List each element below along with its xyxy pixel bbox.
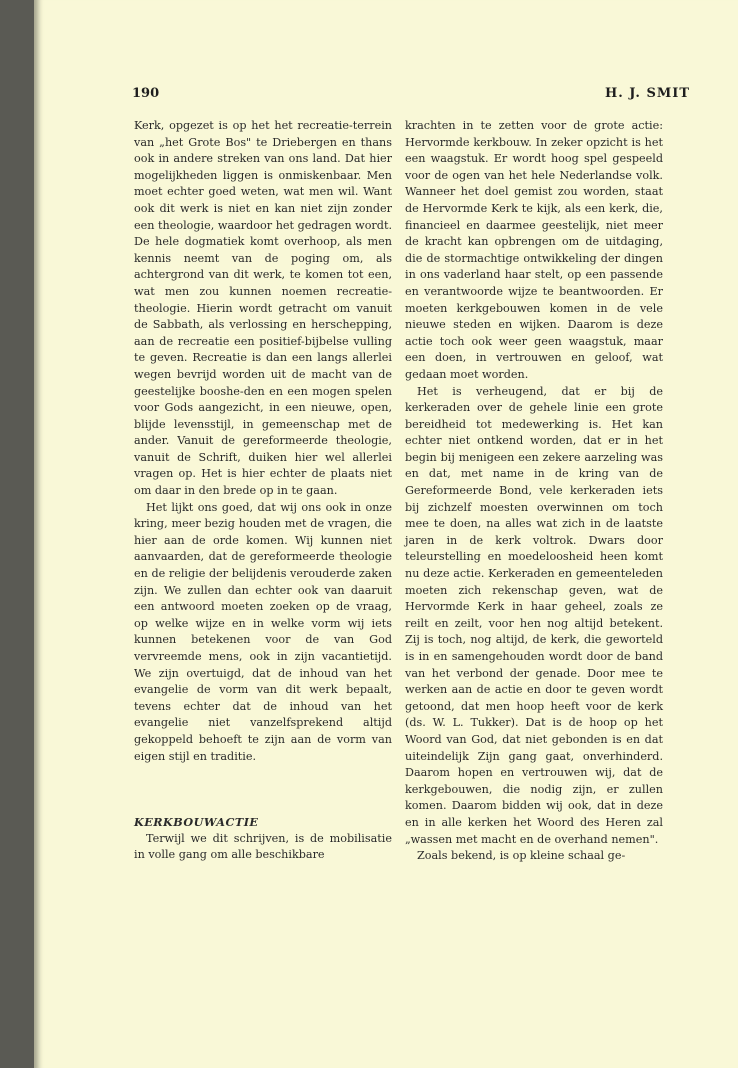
- left-column: [134, 118, 392, 864]
- document-page: [34, 0, 738, 1068]
- paragraph: Het is verheugend, dat er bij de kerkeraden over de gehele linie een grote bereidheid tot medewerking is. Het kan echter niet ontkend worden, dat er in het begin bij menigeen een zekere aarzeling was en dat, met name in de kring van de Gereformeerde Bond, vele kerkeraden iets bij zichzelf moesten overwinnen om toch mee te doen, na alles wat zich in de laatste jaren in de kerk voltrok. Dwars door teleurstelling en moedeloosheid heen komt nu deze actie. Kerkeraden en gemeenteleden moeten zich rekenschap geven, wat de Hervormde Kerk in haar geheel, zoals ze reilt en zeilt, voor hen nog altijd betekent. Zij is toch, nog altijd, de kerk, die geworteld is in en samengehouden wordt door de band van het verbond der genade. Door mee te werken aan de actie en door te geven wordt getoond, dat men hoop heeft voor de kerk (ds. W. L. Tukker). Dat is de hoop op het Woord van God, dat niet gebonden is en dat uiteindelijk Zijn gang gaat, onverhinderd. Daarom hopen en vertrouwen wij, dat de kerkgebouwen, die nodig zijn, er zullen komen. Daarom bidden wij ook, dat in deze en in alle kerken het Woord des Heren zal „wassen met macht en de overhand nemen".: [405, 384, 663, 846]
- right-column: [405, 118, 663, 865]
- paragraph: Terwijl we dit schrijven, is de mobilisatie in volle gang om alle beschikbare: [134, 831, 392, 862]
- paragraph: Zoals bekend, is op kleine schaal ge-: [417, 849, 626, 863]
- page-number: 190: [132, 86, 160, 101]
- section-heading: KERKBOUWACTIE: [134, 815, 259, 830]
- paragraph: Kerk, opgezet is op het het recreatie-terrein van „het Grote Bos" te Driebergen en thans ook in andere streken van ons land. Dat hier mogelijkheden liggen is onmiskenbaar. Men moet echter goed weten, wat men wil. Want ook dit werk is niet en kan niet zijn zonder een theologie, waardoor het gedragen wordt. De hele dogmatiek komt overhoop, als men kennis neemt van de poging om, als achtergrond van dit werk, te komen tot een, wat men zou kunnen noemen recreatie-theologie. Hierin wordt getracht om vanuit de Sabbath, als verlossing en herschepping, aan de recreatie een positief-bijbelse vulling te geven. Recreatie is dan een langs allerlei wegen bevrijd worden uit de macht van de geestelijke booshe-den en een mogen spelen voor Gods aangezicht, in een nieuwe, open, blijde levensstijl, in gemeenschap met de ander. Vanuit de gereformeerde theologie, vanuit de Schrift, duiken hier wel allerlei vragen op. Het is hier echter de plaats niet om daar in den brede op in te gaan.: [134, 119, 392, 498]
- page-header: [132, 86, 690, 106]
- running-head-author: H. J. SMIT: [604, 86, 690, 101]
- paragraph: Het lijkt ons goed, dat wij ons ook in onze kring, meer bezig houden met de vragen, die hier aan de orde komen. Wij kunnen niet aanvaarden, dat de gereformeerde theologie en de religie der belijdenis verouderde zaken zijn. We zullen dan echter ook van daaruit een antwoord moeten zoeken op de vraag, op welke wijze en in welke vorm wij iets kunnen betekenen voor de van God vervreemde mens, ook in zijn vacantietijd. We zijn overtuigd, dat de inhoud van het evangelie de vorm van dit werk bepaalt, tevens echter dat de inhoud van het evangelie niet vanzelfsprekend altijd gekoppeld behoeft te zijn aan de vorm van eigen stijl en traditie.: [134, 500, 392, 763]
- paragraph: krachten in te zetten voor de grote actie: Hervormde kerkbouw. In zeker opzicht is het een waagstuk. Er wordt hoog spel gespeeld voor de ogen van het hele Nederlandse volk. Wanneer het doel gemist zou worden, staat de Hervormde Kerk te kijk, als een kerk, die, financieel en daarmee geestelijk, niet meer de kracht kan opbrengen om de uitdaging, die de stormachtige ontwikkeling der dingen in ons vaderland haar stelt, op een passende en verantwoorde wijze te beantwoorden. Er moeten kerkgebouwen komen in de vele nieuwe steden en wijken. Daarom is deze actie toch ook weer geen waagstuk, maar een doen, in vertrouwen en geloof, wat gedaan moet worden.: [405, 119, 663, 381]
